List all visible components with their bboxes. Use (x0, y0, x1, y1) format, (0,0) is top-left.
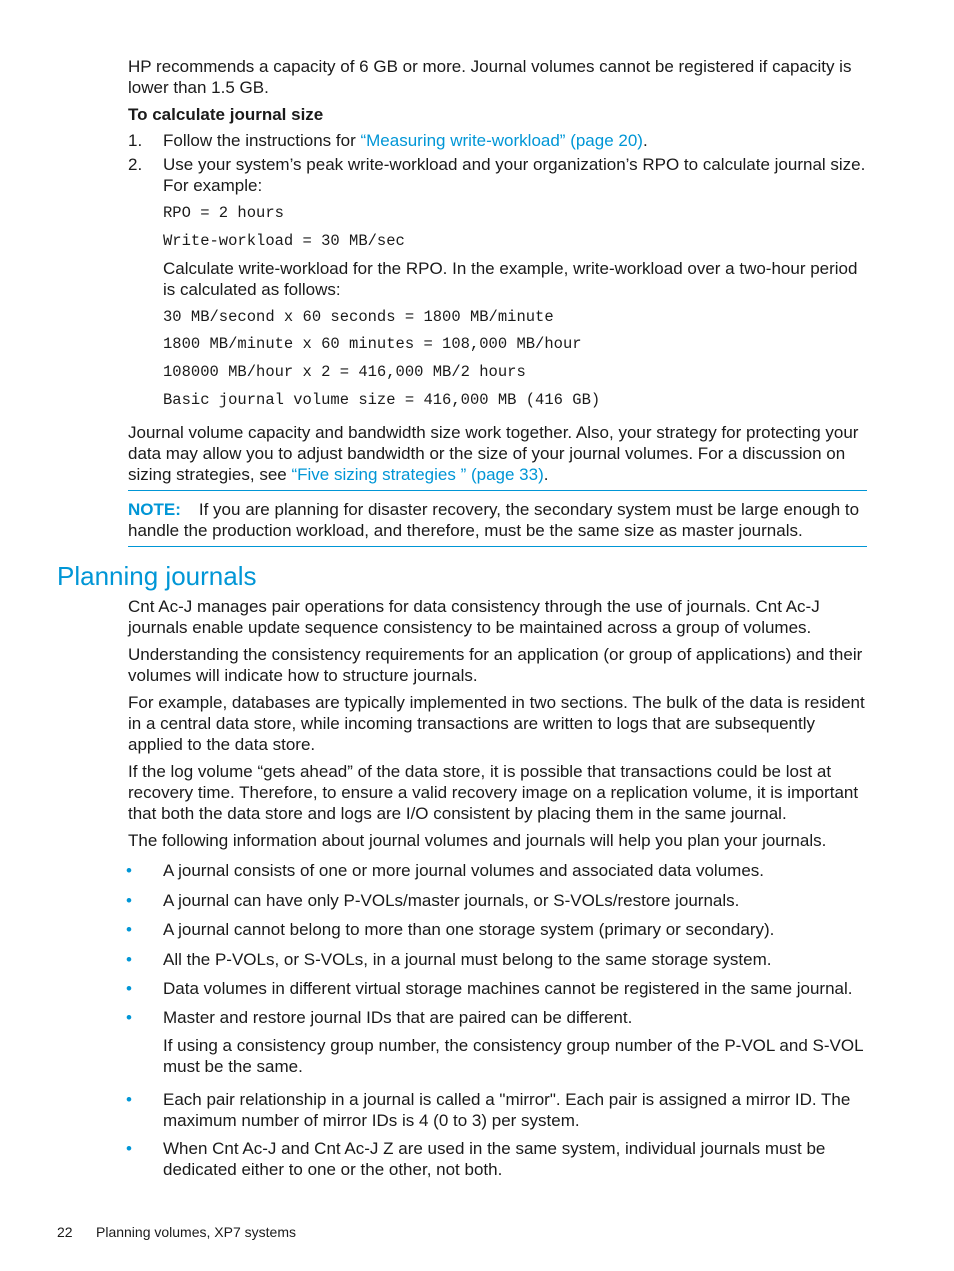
step-number: 2. (128, 155, 143, 174)
step-number: 1. (128, 131, 143, 150)
five-sizing-strategies-link[interactable]: “Five sizing strategies ” (page 33) (291, 465, 544, 484)
bullet-dot: • (126, 1008, 132, 1027)
list-item: Each pair relationship in a journal is called a "mirror". Each pair is assigned a mirror ID. The maximum number of mirror IDs is 4 (0 to 3) per system. (163, 1090, 851, 1130)
calc-line: 30 MB/second x 60 seconds = 1800 MB/minute (163, 308, 554, 326)
bullet-dot: • (126, 979, 132, 998)
bullet-dot: • (126, 950, 132, 969)
capacity-paragraph: Journal volume capacity and bandwidth size work together. Also, your strategy for protecting your data may allow you to adjust bandwidth or the size of your journal volumes. For a discussion on sizing strategies, see “Five sizing strategies ” (page 33). (128, 423, 859, 484)
note-text: If you are planning for disaster recovery, the secondary system must be large enough to handle the production workload, and therefore, must be the same size as master journals. (128, 500, 860, 540)
step-2-text: Use your system’s peak write-workload and your organization’s RPO to calculate journal size. For example: (163, 155, 866, 195)
note-box (128, 499, 868, 541)
calc-line: 108000 MB/hour x 2 = 416,000 MB/2 hours (163, 363, 526, 381)
step-1-text: Follow the instructions for “Measuring write-workload” (page 20). (163, 131, 648, 150)
body-paragraph: If the log volume “gets ahead” of the data store, it is possible that transactions could be lost at recovery time. Therefore, to ensure a valid recovery image on a replication volume, it is important that both the data store and logs are I/O consistent by placing them in the same journal. (128, 762, 859, 823)
procedure-title: To calculate journal size (128, 105, 324, 124)
bullet-dot: • (126, 861, 132, 880)
list-item: A journal cannot belong to more than one storage system (primary or secondary). (163, 920, 775, 939)
note-label: NOTE: (128, 500, 181, 519)
example-line-write-workload: Write-workload = 30 MB/sec (163, 232, 405, 250)
note-bottom-rule (128, 546, 867, 547)
body-paragraph: Understanding the consistency requirements for an application (or group of applications) and their volumes will indicate how to structure journals. (128, 645, 863, 685)
bullet-dot: • (126, 1139, 132, 1158)
footer-chapter-title: Planning volumes, XP7 systems (96, 1224, 296, 1240)
body-paragraph: For example, databases are typically implemented in two sections. The bulk of the data is resident in a central data store, while incoming transactions are written to logs that are subsequently applied to the data store. (128, 693, 865, 754)
section-title: Planning journals (57, 561, 257, 591)
intro-paragraph: HP recommends a capacity of 6 GB or more. Journal volumes cannot be registered if capacity is lower than 1.5 GB. (128, 57, 852, 97)
list-item-sub-paragraph: If using a consistency group number, the consistency group number of the P-VOL and S-VOL must be the same. (163, 1036, 863, 1076)
list-item: All the P-VOLs, or S-VOLs, in a journal must belong to the same storage system. (163, 950, 772, 969)
body-paragraph: Cnt Ac-J manages pair operations for data consistency through the use of journals. Cnt Ac-J journals enable update sequence consistency to be maintained across a group of volumes. (128, 597, 820, 637)
calc-line: 1800 MB/minute x 60 minutes = 108,000 MB/hour (163, 335, 582, 353)
list-item: A journal can have only P-VOLs/master journals, or S-VOLs/restore journals. (163, 891, 740, 910)
bullet-dot: • (126, 1090, 132, 1109)
body-paragraph: The following information about journal volumes and journals will help you plan your journals. (128, 831, 827, 850)
bullet-dot: • (126, 920, 132, 939)
list-item: A journal consists of one or more journal volumes and associated data volumes. (163, 861, 764, 880)
page-number: 22 (57, 1224, 73, 1240)
note-top-rule (128, 490, 867, 491)
calc-intro: Calculate write-workload for the RPO. In the example, write-workload over a two-hour period is calculated as follows: (163, 259, 858, 299)
measuring-write-workload-link[interactable]: “Measuring write-workload” (page 20) (360, 131, 643, 150)
bullet-dot: • (126, 891, 132, 910)
list-item: Data volumes in different virtual storage machines cannot be registered in the same journal. (163, 979, 853, 998)
calc-line: Basic journal volume size = 416,000 MB (416 GB) (163, 391, 601, 409)
list-item: Master and restore journal IDs that are paired can be different. (163, 1008, 633, 1027)
example-line-rpo: RPO = 2 hours (163, 204, 284, 222)
list-item: When Cnt Ac-J and Cnt Ac-J Z are used in the same system, individual journals must be dedicated either to one or the other, not both. (163, 1139, 826, 1179)
